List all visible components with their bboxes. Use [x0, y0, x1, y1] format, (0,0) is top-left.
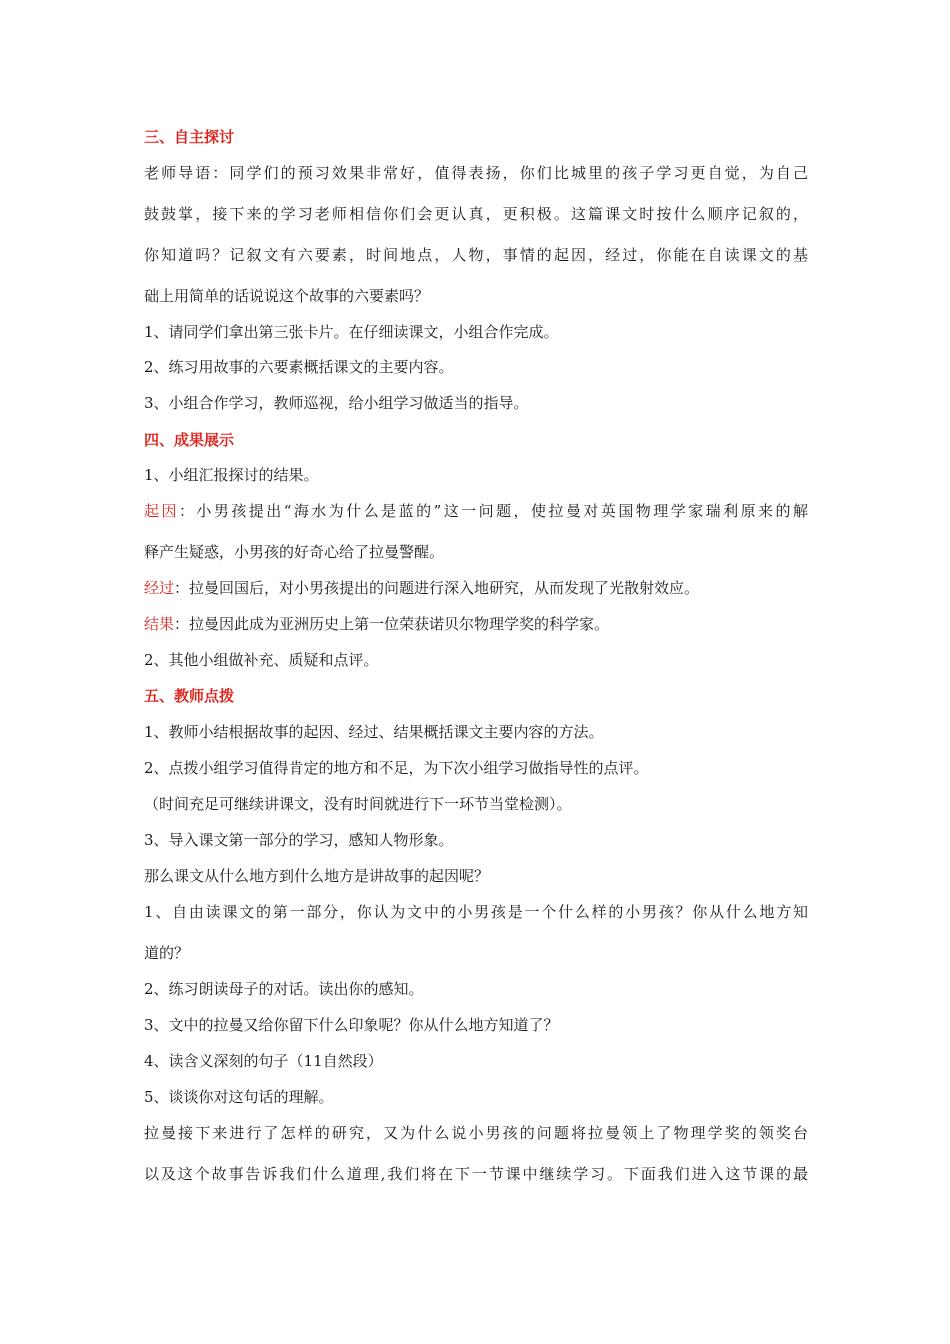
result-label: 结果 [144, 615, 175, 633]
paragraph-line: 你知道吗？记叙文有六要素，时间地点，人物，事情的起因，经过，你能在自读课文的基 [144, 246, 808, 264]
process-label: 经过 [144, 579, 175, 597]
paragraph-line: 道的？ [144, 944, 190, 962]
paragraph-line: 老师导语：同学们的预习效果非常好，值得表扬，你们比城里的孩子学习更自觉，为自己 [144, 164, 808, 182]
paragraph-line: （时间充足可继续讲课文，没有时间就进行下一环节当堂检测）。 [144, 795, 572, 813]
paragraph-line: 释产生疑惑，小男孩的好奇心给了拉曼警醒。 [144, 543, 445, 561]
list-item: 1、小组汇报探讨的结果。 [144, 466, 319, 484]
list-item: 1、请同学们拿出第三张卡片。在仔细读课文，小组合作完成。 [144, 323, 559, 341]
list-item: 3、导入课文第一部分的学习，感知人物形象。 [144, 831, 454, 849]
paragraph-line: 那么课文从什么地方到什么地方是讲故事的起因呢？ [144, 867, 490, 885]
paragraph-line: 鼓鼓掌，接下来的学习老师相信你们会更认真，更积极。这篇课文时按什么顺序记叙的， [144, 205, 808, 223]
list-item: 5、谈谈你对这句话的理解。 [144, 1088, 334, 1106]
cause-text: ：小男孩提出“海水为什么是蓝的”这一问题，使拉曼对英国物理学家瑞利原来的解 [178, 502, 808, 520]
list-item: 3、小组合作学习，教师巡视，给小组学习做适当的指导。 [144, 394, 529, 412]
list-item: 4、读含义深刻的句子（11自然段） [144, 1052, 383, 1070]
process-line [144, 578, 808, 598]
list-item: 1、教师小结根据故事的起因、经过、结果概括课文主要内容的方法。 [144, 723, 604, 741]
list-item: 2、其他小组做补充、质疑和点评。 [144, 651, 379, 669]
result-text: ：拉曼因此成为亚洲历史上第一位荣获诺贝尔物理学奖的科学家。 [174, 615, 610, 633]
process-text: ：拉曼回国后，对小男孩提出的问题进行深入地研究，从而发现了光散射效应。 [174, 579, 700, 597]
section-heading-results: 四、成果展示 [144, 431, 235, 449]
cause-line [144, 501, 808, 521]
section-heading-self-study: 三、自主探讨 [144, 128, 235, 146]
list-item: 1、自由读课文的第一部分，你认为文中的小男孩是一个什么样的小男孩？你从什么地方知 [144, 903, 808, 921]
result-line [144, 614, 808, 634]
cause-label: 起因 [144, 502, 179, 520]
list-item: 2、点拨小组学习值得肯定的地方和不足，为下次小组学习做指导性的点评。 [144, 759, 649, 777]
section-heading-teacher-guidance: 五、教师点拨 [144, 687, 235, 705]
list-item: 3、文中的拉曼又给你留下什么印象呢？你从什么地方知道了？ [144, 1016, 559, 1034]
list-item: 2、练习用故事的六要素概括课文的主要内容。 [144, 358, 454, 376]
paragraph-line: 以及这个故事告诉我们什么道理,我们将在下一节课中继续学习。下面我们进入这节课的最 [144, 1165, 808, 1183]
list-item: 2、练习朗读母子的对话。读出你的感知。 [144, 980, 424, 998]
paragraph-line: 础上用简单的话说说这个故事的六要素吗？ [144, 287, 430, 305]
paragraph-line: 拉曼接下来进行了怎样的研究，又为什么说小男孩的问题将拉曼领上了物理学奖的领奖台 [144, 1124, 808, 1142]
